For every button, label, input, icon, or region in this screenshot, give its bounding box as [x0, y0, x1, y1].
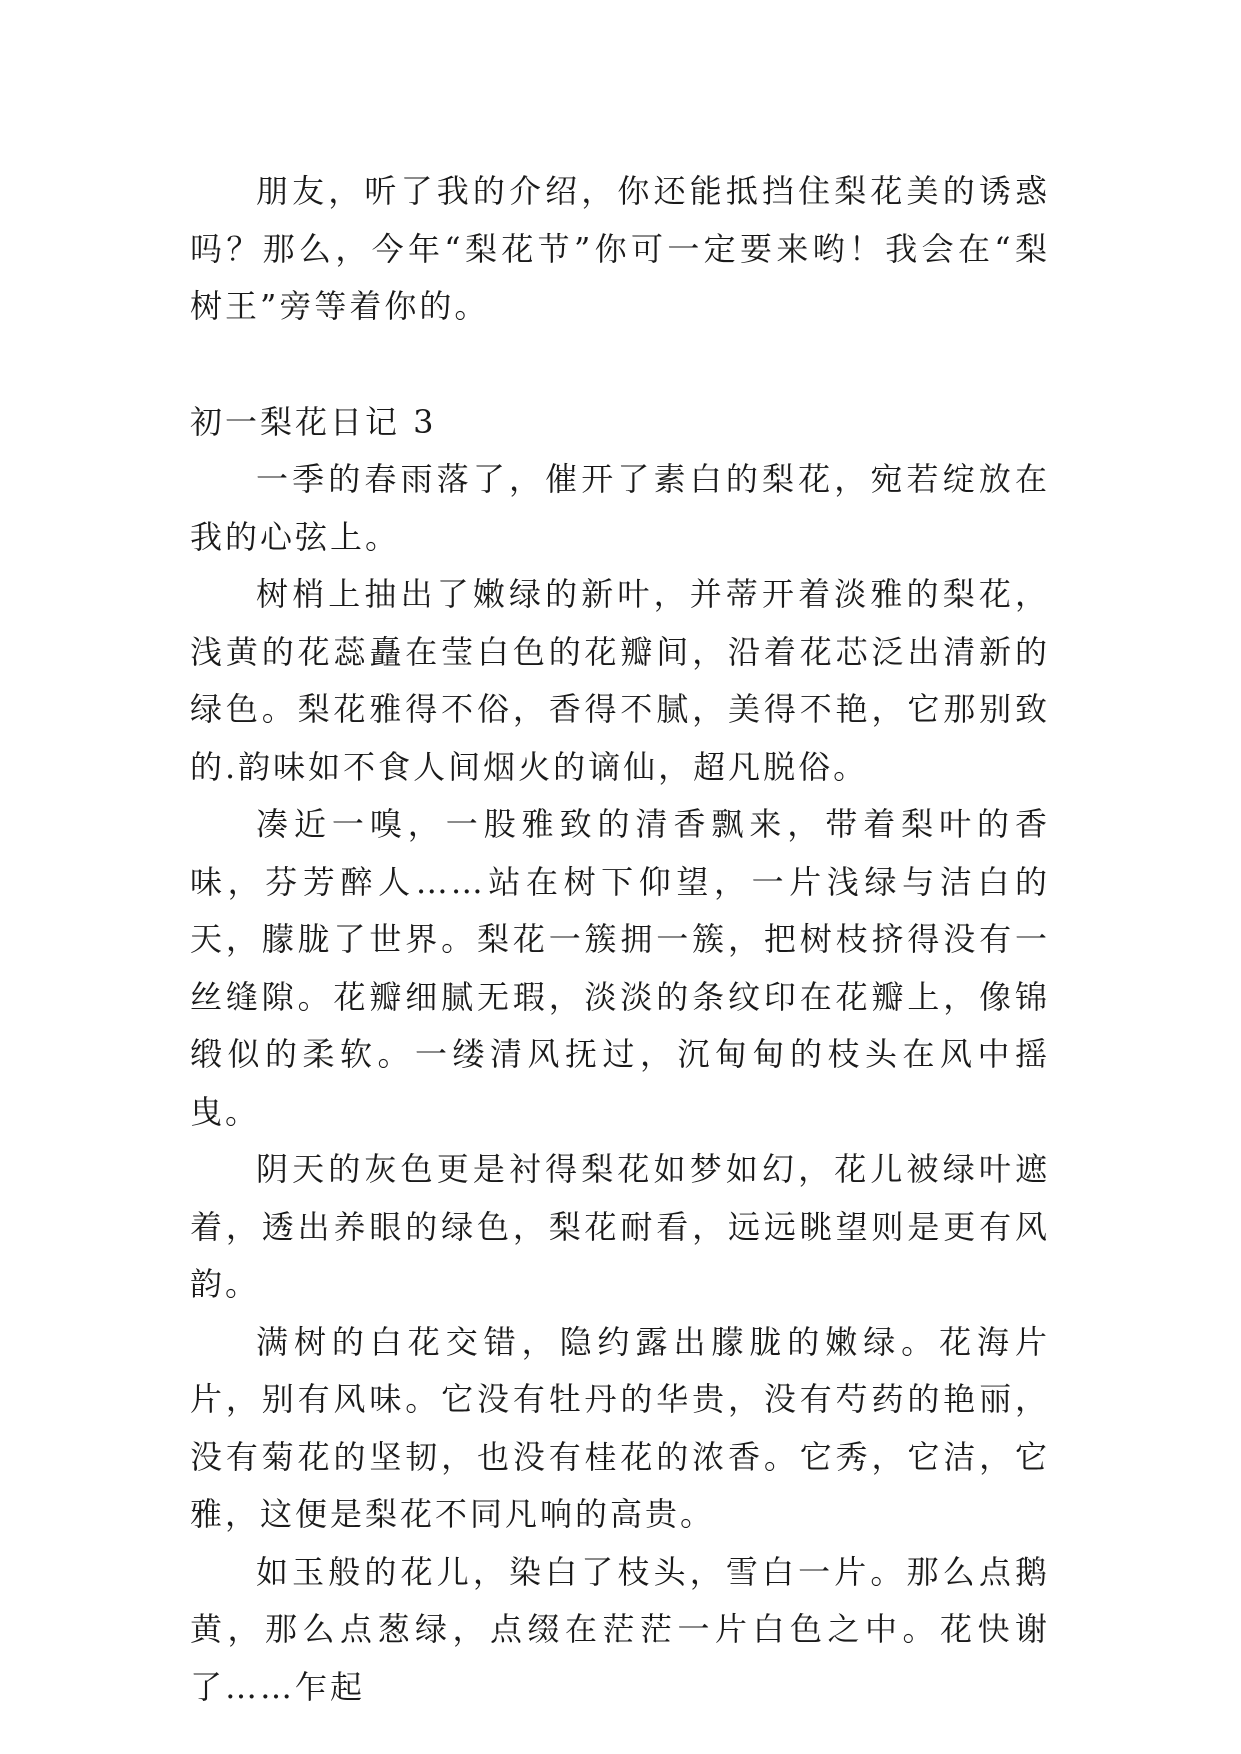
paragraph-3: 凑近一嗅，一股雅致的清香飘来，带着梨叶的香味，芬芳醉人……站在树下仰望，一片浅绿与洁白的天，朦胧了世界。梨花一簇拥一簇，把树枝挤得没有一丝缝隙。花瓣细腻无瑕，淡淡的条纹印在花瓣上，像锦缎似的柔软。一缕清风抚过，沉甸甸的枝头在风中摇曳。 — [190, 805, 1050, 1131]
intro-paragraph: 朋友，听了我的介绍，你还能抵挡住梨花美的诱惑吗？那么，今年“梨花节”你可一定要来哟！我会在“梨树王”旁等着你的。 — [190, 172, 1050, 325]
paragraph-1: 一季的春雨落了，催开了素白的梨花，宛若绽放在我的心弦上。 — [190, 460, 1050, 556]
paragraph-4: 阴天的灰色更是衬得梨花如梦如幻，花儿被绿叶遮着，透出养眼的绿色，梨花耐看，远远眺望则是更有风韵。 — [190, 1150, 1050, 1303]
document-body — [190, 163, 1050, 1716]
paragraph-2: 树梢上抽出了嫩绿的新叶，并蒂开着淡雅的梨花，浅黄的花蕊矗在莹白色的花瓣间，沿着花芯泛出清新的绿色。梨花雅得不俗，香得不腻，美得不艳，它那别致的.韵味如不食人间烟火的谪仙，超凡脱俗。 — [190, 575, 1050, 786]
section-spacer — [190, 336, 1050, 394]
paragraph-6: 如玉般的花儿，染白了枝头，雪白一片。那么点鹅黄，那么点葱绿，点缀在茫茫一片白色之中。花快谢了……乍起 — [190, 1552, 1050, 1706]
section-title: 初一梨花日记 3 — [190, 402, 437, 441]
paragraph-5: 满树的白花交错，隐约露出朦胧的嫩绿。花海片片，别有风味。它没有牡丹的华贵，没有芍药的艳丽，没有菊花的坚韧，也没有桂花的浓香。它秀，它洁，它雅，这便是梨花不同凡响的高贵。 — [190, 1322, 1050, 1533]
